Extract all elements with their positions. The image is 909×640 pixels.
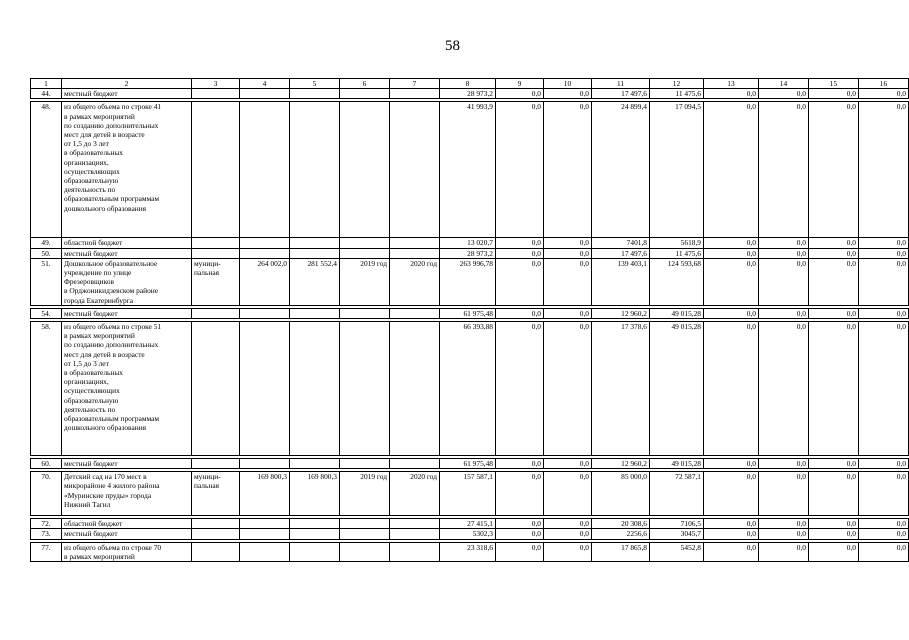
column-header: 11 <box>592 79 650 89</box>
table-cell: 12 960,2 <box>592 459 650 469</box>
table-cell: 11 475,6 <box>650 248 704 258</box>
column-header: 9 <box>496 79 544 89</box>
table-cell: местный бюджет <box>62 89 192 99</box>
table-row <box>31 519 909 529</box>
table-cell <box>340 529 390 539</box>
table-cell: 0,0 <box>809 459 859 469</box>
table-cell: 7401,8 <box>592 238 650 248</box>
table-cell: 0,0 <box>704 519 759 529</box>
column-header: 7 <box>390 79 440 89</box>
table-cell: 51. <box>31 258 62 305</box>
table-cell: 5452,8 <box>650 542 704 561</box>
table-cell: 0,0 <box>544 238 592 248</box>
table-cell: 70. <box>31 472 62 516</box>
table-cell: областной бюджет <box>62 519 192 529</box>
table-cell: 0,0 <box>809 322 859 456</box>
table-cell: Дошкольное образовательное учреждение по улице Фрезеровщиков в Орджоникидзевском районе города Екатеринбурга <box>62 258 192 305</box>
table-row <box>31 238 909 248</box>
table-cell <box>240 308 290 318</box>
column-header: 10 <box>544 79 592 89</box>
table-cell: 0,0 <box>759 258 809 305</box>
table-cell: 0,0 <box>496 529 544 539</box>
column-header: 3 <box>192 79 240 89</box>
table-cell <box>240 238 290 248</box>
table-cell: 17 378,6 <box>592 322 650 456</box>
table-cell <box>340 89 390 99</box>
table-cell <box>290 89 340 99</box>
table-cell: 3045,7 <box>650 529 704 539</box>
table-cell: 17 865,8 <box>592 542 650 561</box>
table-cell <box>240 459 290 469</box>
table-row <box>31 258 909 305</box>
table-cell: 0,0 <box>544 529 592 539</box>
table-cell: 0,0 <box>809 238 859 248</box>
table-cell: 0,0 <box>759 459 809 469</box>
table-cell: 281 552,4 <box>290 258 340 305</box>
table-cell: 0,0 <box>759 322 809 456</box>
table-cell <box>290 542 340 561</box>
table-cell: местный бюджет <box>62 248 192 258</box>
table-cell: муници- пальная <box>192 472 240 516</box>
table-cell: 28 973,2 <box>440 89 496 99</box>
table-cell <box>192 529 240 539</box>
table-cell: 0,0 <box>759 102 809 238</box>
header-row <box>31 79 909 89</box>
table-cell: 0,0 <box>544 322 592 456</box>
table-cell: 0,0 <box>859 258 909 305</box>
table-cell: 0,0 <box>496 238 544 248</box>
table-cell <box>240 102 290 238</box>
table-cell: 54. <box>31 308 62 318</box>
table-cell <box>290 459 340 469</box>
table-cell <box>192 89 240 99</box>
table-cell <box>192 238 240 248</box>
table-cell <box>340 238 390 248</box>
table-cell: из общего объема по строке 70 в рамках мероприятий <box>62 542 192 561</box>
table-cell: 0,0 <box>496 308 544 318</box>
table-cell: 0,0 <box>859 89 909 99</box>
table-cell: 0,0 <box>544 519 592 529</box>
table-cell <box>290 529 340 539</box>
table-cell <box>340 102 390 238</box>
table-cell: 0,0 <box>704 472 759 516</box>
table-cell: 20 308,6 <box>592 519 650 529</box>
table-cell: 0,0 <box>496 519 544 529</box>
table-cell: 0,0 <box>544 248 592 258</box>
column-header: 6 <box>340 79 390 89</box>
table-cell: 157 587,1 <box>440 472 496 516</box>
column-header: 14 <box>759 79 809 89</box>
table-cell <box>192 542 240 561</box>
table-cell: 0,0 <box>809 258 859 305</box>
table-cell: 72 587,1 <box>650 472 704 516</box>
table-row <box>31 322 909 456</box>
table-cell: 66 393,88 <box>440 322 496 456</box>
table-cell: 2019 год <box>340 258 390 305</box>
column-header: 13 <box>704 79 759 89</box>
table-cell: 0,0 <box>809 542 859 561</box>
table-cell <box>240 529 290 539</box>
column-header: 8 <box>440 79 496 89</box>
table-cell <box>192 248 240 258</box>
table-cell: 28 973,2 <box>440 248 496 258</box>
table-cell: 124 593,68 <box>650 258 704 305</box>
table-cell <box>340 459 390 469</box>
table-cell: 0,0 <box>704 238 759 248</box>
table-cell <box>390 248 440 258</box>
table-cell: 44. <box>31 89 62 99</box>
table-cell: областной бюджет <box>62 238 192 248</box>
budget-table <box>30 78 909 562</box>
table-cell: 264 002,0 <box>240 258 290 305</box>
table-cell: 0,0 <box>759 238 809 248</box>
table-cell: 50. <box>31 248 62 258</box>
table-cell <box>340 519 390 529</box>
table-cell: 49 015,28 <box>650 322 704 456</box>
table-cell <box>192 322 240 456</box>
table-cell: 0,0 <box>544 542 592 561</box>
table-row <box>31 102 909 238</box>
table-row <box>31 89 909 99</box>
table-cell: из общего объема по строке 41 в рамках мероприятий по созданию дополнительных мест для детей в возрасте от 1,5 до 3 лет в образовательных организациях, осуществляющих образовательную деятельность по образовательным программам дошкольного образования <box>62 102 192 238</box>
table-cell: 0,0 <box>759 89 809 99</box>
table-cell: 5618,9 <box>650 238 704 248</box>
table-cell <box>192 102 240 238</box>
table-cell <box>340 542 390 561</box>
table-cell <box>192 459 240 469</box>
table-cell <box>340 308 390 318</box>
table-row <box>31 529 909 539</box>
table-cell <box>390 238 440 248</box>
table-cell <box>240 248 290 258</box>
table-cell: 0,0 <box>496 102 544 238</box>
table-cell: 0,0 <box>544 258 592 305</box>
table-cell: 49 015,28 <box>650 459 704 469</box>
table-cell: 11 475,6 <box>650 89 704 99</box>
table-cell <box>240 322 290 456</box>
table-cell: 17 497,6 <box>592 248 650 258</box>
table-cell <box>240 542 290 561</box>
table-row <box>31 308 909 318</box>
table-cell: 61 975,48 <box>440 308 496 318</box>
table-cell: 0,0 <box>496 322 544 456</box>
table-cell: местный бюджет <box>62 459 192 469</box>
table-cell <box>390 102 440 238</box>
table-cell: 0,0 <box>544 308 592 318</box>
table-cell: 0,0 <box>496 472 544 516</box>
table-cell: 72. <box>31 519 62 529</box>
table-cell: 0,0 <box>544 459 592 469</box>
table-cell: 0,0 <box>859 459 909 469</box>
table-cell <box>390 519 440 529</box>
table-cell: Детский сад на 170 мест в микрорайоне 4 жилого района «Муринские пруды» города Нижний Тагил <box>62 472 192 516</box>
table-cell: 0,0 <box>809 248 859 258</box>
table-cell <box>340 322 390 456</box>
table-cell: местный бюджет <box>62 308 192 318</box>
column-header: 5 <box>290 79 340 89</box>
table-cell: 0,0 <box>809 102 859 238</box>
table-cell: 2019 год <box>340 472 390 516</box>
table-cell: 0,0 <box>809 519 859 529</box>
column-header: 16 <box>859 79 909 89</box>
table-cell: 0,0 <box>544 89 592 99</box>
table-cell: 169 800,3 <box>240 472 290 516</box>
table-cell: 0,0 <box>704 322 759 456</box>
table-cell: 0,0 <box>859 238 909 248</box>
table-cell: 0,0 <box>759 248 809 258</box>
table-cell: 0,0 <box>759 308 809 318</box>
table-cell: 0,0 <box>859 248 909 258</box>
table-cell: 49. <box>31 238 62 248</box>
table-cell: 169 800,3 <box>290 472 340 516</box>
table-cell: 0,0 <box>704 529 759 539</box>
table-cell: 0,0 <box>496 89 544 99</box>
table-cell: 0,0 <box>496 459 544 469</box>
table-cell: 0,0 <box>759 519 809 529</box>
table-cell: 0,0 <box>859 308 909 318</box>
table-row <box>31 542 909 561</box>
table-cell: 0,0 <box>759 542 809 561</box>
table-cell: 263 996,78 <box>440 258 496 305</box>
table-cell: 0,0 <box>759 472 809 516</box>
table-cell: 0,0 <box>759 529 809 539</box>
table-cell: 60. <box>31 459 62 469</box>
table-cell <box>390 459 440 469</box>
table-cell <box>290 519 340 529</box>
table-cell <box>290 248 340 258</box>
table-cell <box>192 308 240 318</box>
table-cell: муници- пальная <box>192 258 240 305</box>
table-cell: 5302,3 <box>440 529 496 539</box>
table-row <box>31 472 909 516</box>
page-number: 58 <box>445 38 460 54</box>
table-cell: 0,0 <box>809 529 859 539</box>
table-cell: 13 020,7 <box>440 238 496 248</box>
table-cell: 0,0 <box>859 542 909 561</box>
table-cell: 85 000,0 <box>592 472 650 516</box>
table-cell: 2020 год <box>390 258 440 305</box>
table-cell <box>240 519 290 529</box>
table-cell: 2020 год <box>390 472 440 516</box>
table-cell: 27 415,1 <box>440 519 496 529</box>
table-cell: 0,0 <box>496 258 544 305</box>
table-cell: 0,0 <box>809 308 859 318</box>
table-cell: 0,0 <box>809 89 859 99</box>
table-cell <box>390 542 440 561</box>
table-cell: 23 318,6 <box>440 542 496 561</box>
table-cell: 7106,5 <box>650 519 704 529</box>
table-cell <box>290 322 340 456</box>
table-cell: 0,0 <box>859 529 909 539</box>
table-cell: 0,0 <box>496 248 544 258</box>
column-header: 15 <box>809 79 859 89</box>
table-cell: 73. <box>31 529 62 539</box>
table-row <box>31 459 909 469</box>
table-cell <box>290 308 340 318</box>
table-cell <box>290 238 340 248</box>
table-cell: 0,0 <box>809 472 859 516</box>
table-cell: 0,0 <box>544 102 592 238</box>
table-cell: 48. <box>31 102 62 238</box>
table-cell: 0,0 <box>859 472 909 516</box>
column-header: 4 <box>240 79 290 89</box>
table-cell: 0,0 <box>704 542 759 561</box>
table-cell: 0,0 <box>704 459 759 469</box>
table-cell: 58. <box>31 322 62 456</box>
table-cell: 0,0 <box>704 102 759 238</box>
table-cell <box>390 308 440 318</box>
table-cell: 24 899,4 <box>592 102 650 238</box>
table-cell <box>390 89 440 99</box>
table-cell: 49 015,28 <box>650 308 704 318</box>
table-cell: 0,0 <box>496 542 544 561</box>
table-cell: 0,0 <box>544 472 592 516</box>
table-cell <box>340 248 390 258</box>
table-cell: 0,0 <box>704 258 759 305</box>
table-cell: 0,0 <box>859 322 909 456</box>
table-cell: 77. <box>31 542 62 561</box>
table-cell: местный бюджет <box>62 529 192 539</box>
column-header: 1 <box>31 79 62 89</box>
table-cell: 0,0 <box>859 102 909 238</box>
table-cell <box>290 102 340 238</box>
table-cell: 0,0 <box>859 519 909 529</box>
table-cell: 61 975,48 <box>440 459 496 469</box>
table-cell: 139 403,1 <box>592 258 650 305</box>
table-cell: 2256,6 <box>592 529 650 539</box>
table-cell <box>192 519 240 529</box>
table-cell: 17 094,5 <box>650 102 704 238</box>
table-cell: 0,0 <box>704 308 759 318</box>
column-header: 2 <box>62 79 192 89</box>
table-cell: из общего объема по строке 51 в рамках мероприятий по созданию дополнительных мест для детей в возрасте от 1,5 до 3 лет в образовательных организациях, осуществляющих образовательную деятельность по образовательным программам дошкольного образования <box>62 322 192 456</box>
table-cell: 0,0 <box>704 89 759 99</box>
table-cell: 12 960,2 <box>592 308 650 318</box>
table-cell: 17 497,6 <box>592 89 650 99</box>
column-header: 12 <box>650 79 704 89</box>
table-cell: 0,0 <box>704 248 759 258</box>
table-cell <box>390 322 440 456</box>
table-cell <box>240 89 290 99</box>
table-cell: 41 993,9 <box>440 102 496 238</box>
table-cell <box>390 529 440 539</box>
table-row <box>31 248 909 258</box>
